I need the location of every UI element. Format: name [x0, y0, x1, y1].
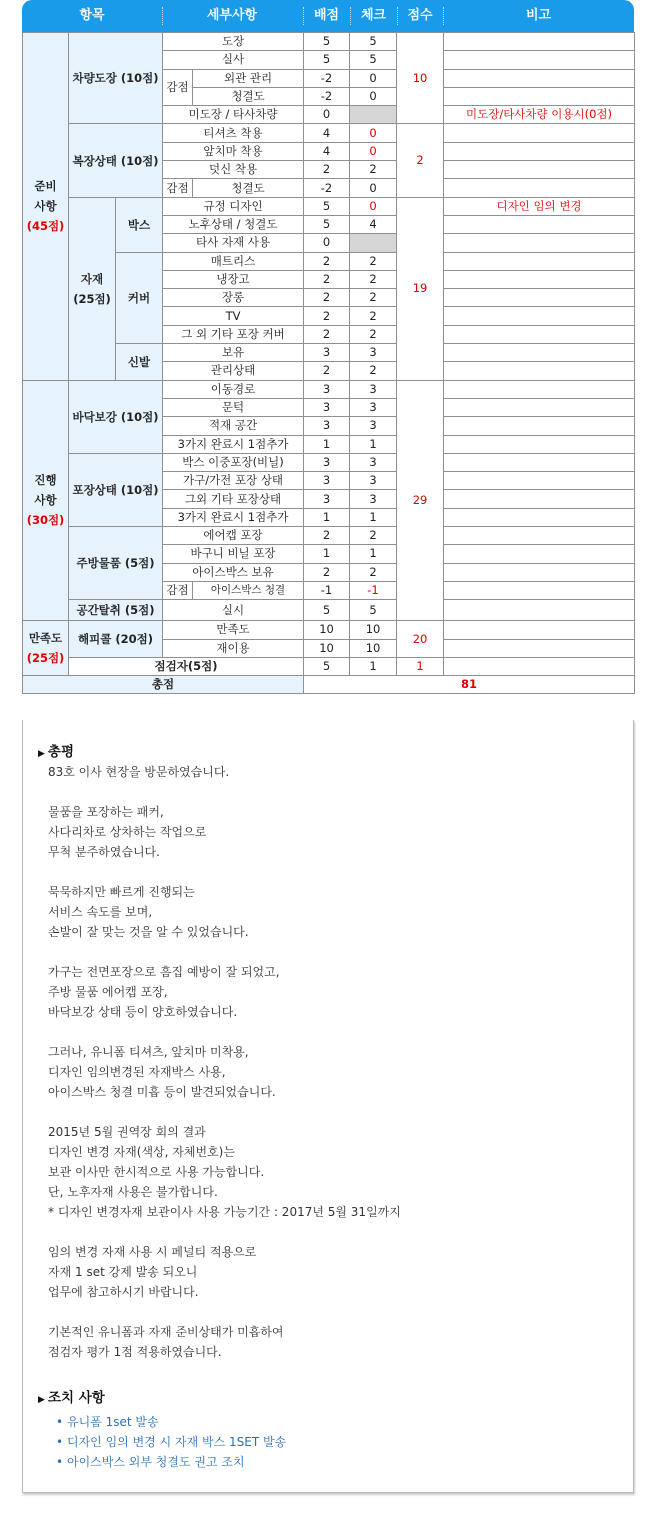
item-max: 2 — [304, 563, 350, 581]
item-label: 관리상태 — [163, 362, 304, 380]
header-note: 비고 — [525, 8, 552, 23]
item-label: 문턱 — [163, 398, 304, 416]
item-label: 티셔츠 착용 — [163, 124, 304, 142]
item-max: 3 — [304, 398, 350, 416]
item-max: 5 — [304, 197, 350, 215]
item-check: 3 — [350, 472, 397, 490]
group-space: 공간탈취 (5점) — [69, 600, 163, 621]
item-check: 2 — [350, 563, 397, 581]
table-row — [23, 453, 635, 471]
item-max: 3 — [304, 344, 350, 362]
item-label: 앞치마 착용 — [163, 142, 304, 160]
item-max: 3 — [304, 453, 350, 471]
summary-paragraph: 가구는 전면포장으로 흠집 예방이 잘 되었고, 주방 물품 에어캡 포장, 바닥보강 상태 등이 양호하였습니다. — [48, 965, 280, 1019]
item-note — [444, 142, 635, 160]
item-check: 0 — [350, 142, 397, 160]
item-label: 재이용 — [163, 639, 304, 657]
table-row — [23, 621, 635, 639]
group-score: 2 — [397, 124, 444, 197]
item-note — [444, 215, 635, 233]
item-note — [444, 161, 635, 179]
header-item: 항목 — [79, 8, 105, 23]
item-max: 4 — [304, 124, 350, 142]
item-label: 바구니 비닐 포장 — [163, 545, 304, 563]
item-check: 5 — [350, 33, 397, 51]
item-label: 도장 — [163, 33, 304, 51]
header-check: 체크 — [360, 8, 387, 23]
table-row — [23, 124, 635, 142]
actions-title: 조치 사항 — [47, 1390, 105, 1406]
group-happy: 해피콜 (20점) — [69, 621, 163, 658]
item-label: 청결도 — [193, 179, 304, 197]
header-max: 배점 — [313, 8, 340, 23]
deduct-label: 감점 — [163, 581, 193, 599]
item-note — [444, 87, 635, 105]
item-max: 0 — [304, 106, 350, 124]
summary-paragraph: 2015년 5월 권역장 회의 결과 디자인 변경 자재(색상, 자체번호)는 보관 이사만 한시적으로 사용 가능합니다. 단, 노후자재 사용은 불가합니다. * 디자인 변경자재 보관이사 사용 가능기간 : 2017년 5월 31일까지 — [48, 1125, 401, 1219]
item-note — [444, 563, 635, 581]
item-max: -2 — [304, 69, 350, 87]
item-max: 4 — [304, 142, 350, 160]
group-score: 29 — [397, 380, 444, 621]
item-max: 5 — [304, 33, 350, 51]
item-check — [350, 234, 397, 252]
item-note — [444, 621, 635, 639]
section-points: (25점) — [26, 651, 65, 666]
group-pack: 포장상태 (10점) — [69, 453, 163, 526]
triangle-icon: ▶ — [38, 749, 45, 759]
item-check: 1 — [350, 508, 397, 526]
item-max: -1 — [304, 581, 350, 599]
list-item — [56, 1412, 286, 1432]
item-note — [444, 472, 635, 490]
item-check: 2 — [350, 527, 397, 545]
summary-title: 총평 — [47, 744, 75, 760]
item-note — [444, 69, 635, 87]
item-check: 4 — [350, 215, 397, 233]
section-points: (45점) — [26, 219, 65, 234]
item-label: 만족도 — [163, 621, 304, 639]
actions-heading — [38, 1386, 105, 1406]
item-label: 냉장고 — [163, 270, 304, 288]
group-score: 10 — [397, 33, 444, 124]
item-check: 5 — [350, 51, 397, 69]
item-label: 실시 — [163, 600, 304, 621]
item-note — [444, 490, 635, 508]
section-points: (30점) — [26, 513, 65, 528]
item-check: 0 — [350, 69, 397, 87]
item-check: 10 — [350, 621, 397, 639]
item-label: 규정 디자인 — [163, 197, 304, 215]
section-prep — [23, 33, 69, 381]
item-note: 디자인 임의 변경 — [444, 197, 635, 215]
item-label: 미도장 / 타사차량 — [163, 106, 304, 124]
item-max: 2 — [304, 270, 350, 288]
item-label: 아이스박스 청결 — [193, 581, 304, 599]
group-score: 20 — [397, 621, 444, 658]
item-note — [444, 234, 635, 252]
section-label: 만족도 — [28, 631, 63, 646]
item-label: 적재 공간 — [163, 417, 304, 435]
item-label: 에어캡 포장 — [163, 527, 304, 545]
item-check: 3 — [350, 453, 397, 471]
table-row — [23, 33, 635, 51]
item-label: 노후상태 / 청결도 — [163, 215, 304, 233]
item-note — [444, 179, 635, 197]
item-label: 덧신 착용 — [163, 161, 304, 179]
table-row — [23, 657, 635, 675]
list-item — [56, 1432, 286, 1452]
item-note — [444, 527, 635, 545]
section-prog — [23, 380, 69, 621]
item-check: 0 — [350, 87, 397, 105]
item-label: 매트리스 — [163, 252, 304, 270]
item-note — [444, 600, 635, 621]
item-note — [444, 435, 635, 453]
summary-paragraph: 묵묵하지만 빠르게 진행되는 서비스 속도를 보며, 손발이 잘 맞는 것을 알 수 있었습니다. — [48, 885, 249, 939]
item-label: 보유 — [163, 344, 304, 362]
summary-box — [22, 720, 634, 1493]
item-check: 0 — [350, 179, 397, 197]
item-note — [444, 639, 635, 657]
item-check: 2 — [350, 270, 397, 288]
item-label: 청결도 — [193, 87, 304, 105]
group-uniform: 복장상태 (10점) — [69, 124, 163, 197]
item-label: TV — [163, 307, 304, 325]
group-material: 자재 (25점) — [69, 197, 116, 380]
group-inspector: 점검자(5점) — [69, 657, 304, 675]
section-label: 진행 사항 — [34, 473, 57, 508]
item-check: 2 — [350, 252, 397, 270]
item-note — [444, 307, 635, 325]
item-label: 가구/가전 포장 상태 — [163, 472, 304, 490]
item-label: 3가지 완료시 1점추가 — [163, 435, 304, 453]
item-check: 0 — [350, 197, 397, 215]
item-max: 3 — [304, 490, 350, 508]
item-check: 2 — [350, 325, 397, 343]
header-score: 점수 — [407, 8, 433, 23]
item-label: 장롱 — [163, 289, 304, 307]
table-row — [23, 380, 635, 398]
item-note — [444, 417, 635, 435]
item-max: 2 — [304, 362, 350, 380]
item-max: 5 — [304, 657, 350, 675]
item-max: 10 — [304, 621, 350, 639]
item-max: -2 — [304, 87, 350, 105]
item-check: -1 — [350, 581, 397, 599]
item-check: 5 — [350, 600, 397, 621]
group-floor: 바닥보강 (10점) — [69, 380, 163, 453]
total-row — [23, 676, 635, 694]
item-note — [444, 252, 635, 270]
group-score: 19 — [397, 197, 444, 380]
item-label: 3가지 완료시 1점추가 — [163, 508, 304, 526]
score-table — [22, 32, 635, 694]
summary-paragraph: 그러나, 유니폼 티셔츠, 앞치마 미착용, 디자인 임의변경된 자재박스 사용, 아이스박스 청결 미흡 등이 발견되었습니다. — [48, 1045, 276, 1099]
item-label: 그 외 기타 포장 커버 — [163, 325, 304, 343]
summary-paragraph: 임의 변경 자재 사용 시 페널티 적용으로 자재 1 set 강제 발송 되오니 업무에 참고하시기 바랍니다. — [48, 1245, 257, 1299]
item-note — [444, 270, 635, 288]
item-max: 0 — [304, 234, 350, 252]
item-label: 타사 자재 사용 — [163, 234, 304, 252]
item-max: 3 — [304, 472, 350, 490]
triangle-icon: ▶ — [38, 1395, 45, 1405]
item-check: 3 — [350, 398, 397, 416]
item-label: 박스 이중포장(비닐) — [163, 453, 304, 471]
item-max: 10 — [304, 639, 350, 657]
table-row — [23, 527, 635, 545]
actions-list — [56, 1412, 286, 1472]
item-label: 아이스박스 보유 — [163, 563, 304, 581]
group-kitchen: 주방물품 (5점) — [69, 527, 163, 600]
summary-heading — [38, 740, 74, 760]
list-item — [56, 1452, 286, 1472]
item-max: 5 — [304, 51, 350, 69]
item-check: 1 — [350, 435, 397, 453]
item-max: 3 — [304, 417, 350, 435]
item-max: 5 — [304, 215, 350, 233]
item-note — [444, 453, 635, 471]
item-check: 10 — [350, 639, 397, 657]
item-note — [444, 51, 635, 69]
item-note — [444, 581, 635, 599]
item-check: 3 — [350, 490, 397, 508]
subgroup-cover: 커버 — [116, 252, 163, 343]
action-text: 아이스박스 외부 청결도 권고 조치 — [67, 1455, 245, 1469]
item-note — [444, 508, 635, 526]
item-label: 이동경로 — [163, 380, 304, 398]
table-header — [22, 0, 634, 32]
section-label: 준비 사항 — [34, 179, 57, 214]
header-detail: 세부사항 — [206, 8, 258, 23]
item-note — [444, 398, 635, 416]
item-check: 1 — [350, 545, 397, 563]
item-check: 0 — [350, 124, 397, 142]
item-check: 2 — [350, 161, 397, 179]
total-label: 총점 — [23, 676, 304, 694]
table-row — [23, 600, 635, 621]
summary-paragraph: 물품을 포장하는 패커, 사다리차로 상차하는 작업으로 무척 분주하였습니다. — [48, 805, 207, 859]
item-check: 1 — [350, 657, 397, 675]
item-max: -2 — [304, 179, 350, 197]
bullet-icon: • — [56, 1435, 64, 1449]
item-check: 2 — [350, 362, 397, 380]
item-label: 외관 관리 — [193, 69, 304, 87]
item-max: 2 — [304, 325, 350, 343]
item-max: 2 — [304, 252, 350, 270]
item-note — [444, 344, 635, 362]
bullet-icon: • — [56, 1455, 64, 1469]
table-row — [23, 197, 635, 215]
item-max: 1 — [304, 545, 350, 563]
deduct-label: 감점 — [163, 69, 193, 106]
item-max: 1 — [304, 508, 350, 526]
item-max: 5 — [304, 600, 350, 621]
section-sat — [23, 621, 69, 676]
item-note — [444, 289, 635, 307]
action-text: 디자인 임의 변경 시 자재 박스 1SET 발송 — [67, 1435, 287, 1449]
item-check: 2 — [350, 307, 397, 325]
item-check: 3 — [350, 344, 397, 362]
item-note — [444, 325, 635, 343]
item-note: 미도장/타사차량 이용시(0점) — [444, 106, 635, 124]
item-max: 1 — [304, 435, 350, 453]
summary-text — [48, 762, 618, 1382]
item-note — [444, 33, 635, 51]
item-check: 2 — [350, 289, 397, 307]
item-max: 3 — [304, 380, 350, 398]
item-label: 그외 기타 포장상태 — [163, 490, 304, 508]
total-value: 81 — [304, 676, 635, 694]
item-note — [444, 124, 635, 142]
item-label: 실사 — [163, 51, 304, 69]
deduct-label: 감점 — [163, 179, 193, 197]
item-max: 2 — [304, 527, 350, 545]
item-check: 3 — [350, 380, 397, 398]
item-max: 2 — [304, 161, 350, 179]
item-check — [350, 106, 397, 124]
subgroup-box: 박스 — [116, 197, 163, 252]
group-score: 1 — [397, 657, 444, 675]
item-note — [444, 657, 635, 675]
summary-paragraph: 기본적인 유니폼과 자재 준비상태가 미흡하여 점검자 평가 1점 적용하였습니다. — [48, 1325, 284, 1359]
group-car: 차량도장 (10점) — [69, 33, 163, 124]
subgroup-shoes: 신발 — [116, 344, 163, 381]
item-note — [444, 380, 635, 398]
bullet-icon: • — [56, 1415, 64, 1429]
item-note — [444, 545, 635, 563]
item-max: 2 — [304, 307, 350, 325]
item-note — [444, 362, 635, 380]
summary-paragraph: 83호 이사 현장을 방문하였습니다. — [48, 765, 230, 779]
item-check: 3 — [350, 417, 397, 435]
action-text: 유니폼 1set 발송 — [67, 1415, 159, 1429]
item-max: 2 — [304, 289, 350, 307]
